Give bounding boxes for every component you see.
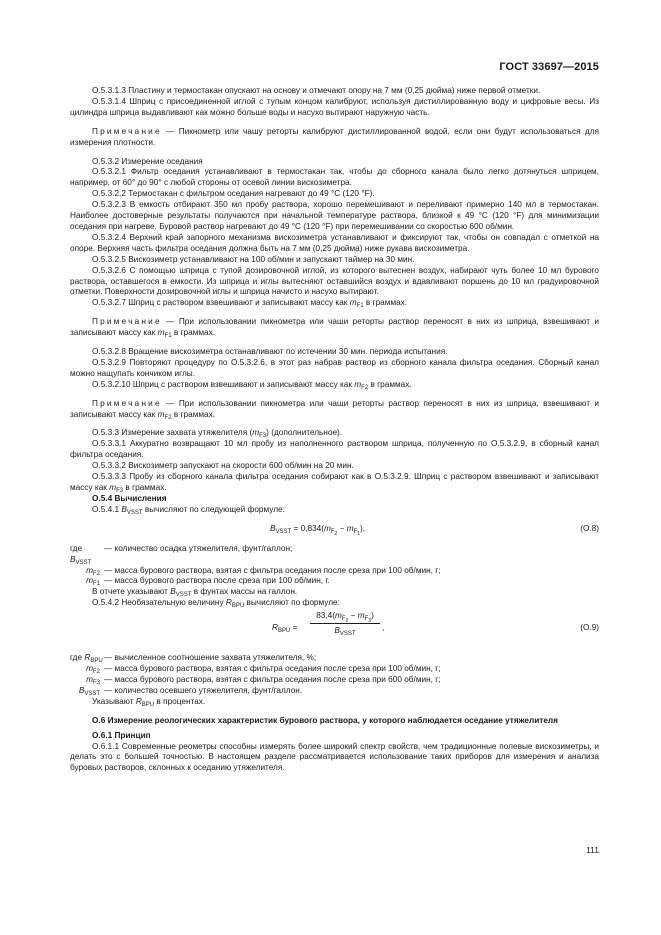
text: в граммах. <box>123 483 167 492</box>
note <box>70 399 599 421</box>
page-number: 111 <box>586 845 599 855</box>
symbol: B <box>170 587 176 597</box>
symbol: B <box>70 554 76 564</box>
text: О.5.3.2.10 Шприц с раствором взвешивают и записывают массу как <box>92 379 355 389</box>
paragraph: О.5.3.3.2 Вискозиметр запускают на скорости 600 об/мин на 20 мин. <box>92 461 354 471</box>
definition-text: — количество осевшего утяжелителя, фунт/галлон. <box>104 685 303 695</box>
subscript: 3 <box>368 618 372 625</box>
symbol: m <box>86 576 93 586</box>
note-text: — При использовании пикнометра или чаши реторты раствор переносят в них из шприца, взвешивают и записывают массу как <box>70 398 599 419</box>
text: Указывают <box>92 696 136 706</box>
symbol: m <box>252 428 260 438</box>
formula-number: (О.8) <box>580 523 599 533</box>
section-title: О.5.3.2 Измерение оседания <box>92 156 203 166</box>
symbol: m <box>157 328 165 338</box>
text: = 0,834( <box>291 523 324 533</box>
document-id-header: ГОСТ 33697—2015 <box>499 61 599 73</box>
symbol: B <box>270 523 276 533</box>
text: О.5.3.2.7 Шприц с раствором взвешивают и записывают массу как <box>92 298 350 308</box>
definition-symbol <box>70 544 104 566</box>
symbol: m <box>109 483 117 492</box>
definition-text: — масса бурового раствора, взятая с фильтра оседания после среза при 100 об/мин, г; <box>104 565 441 575</box>
text: вычисляют по следующей формуле: <box>142 504 285 514</box>
definition-symbol <box>70 653 104 664</box>
symbol: m <box>86 565 93 575</box>
section-heading: О.6.1 Принцип <box>92 730 151 740</box>
note <box>70 127 599 149</box>
note-label: Примечание <box>92 398 162 408</box>
subscript: 2 <box>334 530 338 537</box>
symbol: B <box>78 685 85 695</box>
subscript: VSST <box>339 631 356 638</box>
text: в граммах. <box>368 379 412 389</box>
definition-text: — масса бурового раствора, взятая с фильтра оседания после среза при 100 об/мин, г; <box>104 664 441 674</box>
paragraph: О.5.3.2.3 В емкость отбирают 350 мл пробу раствора, хорошо перемешивают и переливают примерно 140 мл в термостакан. Наиболее достоверные результаты получаются при начальной температуре раствора, близкой к 49 °С (120 °F) для минимизации оседания при нагреве. Буровой раствор нагревают до 49 °С (120 °F) при перемешивании со скоростью 600 об/мин. <box>70 200 599 231</box>
text: − <box>337 523 347 533</box>
note-label: Примечание <box>92 317 162 327</box>
section-heading: О.6 Измерение реологических характеристик бурового раствора, у которого наблюдается оседание утяжелителя <box>92 715 558 725</box>
paragraph: О.5.3.2.5 Вискозиметр устанавливают на 100 об/мин и запускают таймер на 30 мин. <box>92 254 415 264</box>
paragraph: О.5.3.2.1 Фильтр оседания устанавливают в термостакан так, чтобы до сборного канала было легко дотянуться шприцем, например, от 60° до 90° с любой стороны от осевой линии вискозиметра. <box>70 167 599 188</box>
subscript: F2 <box>92 669 100 676</box>
note-text: — При использовании пикнометра или чаши реторты раствор переносят в них из шприца, взвешивают и записывают массу как <box>70 317 599 338</box>
text: ), <box>360 523 366 533</box>
formula-o9 <box>70 611 599 649</box>
symbol: R <box>135 696 142 706</box>
definition-symbol <box>70 566 104 577</box>
subscript: VSST <box>84 690 100 697</box>
definition-row <box>70 576 599 587</box>
text: F <box>353 528 358 535</box>
fraction-denominator <box>310 624 380 637</box>
paragraph: О.5.3.1.4 Шприц с присоединенной иглой с тупым концом калибруют, используя дистиллированную воду и цифровые весы. Из цилиндра шприца выдавливают как можно больше воды и насухо вытирают наружную часть. <box>70 96 599 117</box>
paragraph <box>70 598 599 609</box>
subscript: F2 <box>361 384 369 391</box>
note-text: в граммах. <box>171 409 216 419</box>
note-text: — Пикнометр или чашу реторты калибруют дистиллированной водой, если они будут использоваться для измерения плотности. <box>70 126 599 147</box>
text: , <box>382 623 385 633</box>
symbol: m <box>86 674 93 684</box>
text: F <box>341 616 346 623</box>
section-heading: О.5.4 Вычисления <box>92 493 167 503</box>
text: О.5.4.2 Необязательную величину <box>92 598 226 608</box>
subscript: 2 <box>345 618 349 625</box>
subscript: F3 <box>116 488 124 494</box>
text: в граммах. <box>363 298 408 308</box>
text: − <box>348 611 358 621</box>
definition-row <box>70 675 599 686</box>
paragraph <box>70 472 599 494</box>
symbol: B <box>334 626 340 636</box>
subscript: F1 <box>92 581 100 588</box>
text: F <box>364 616 369 623</box>
subscript: 1 <box>357 530 361 537</box>
subscript: BPU <box>141 701 155 708</box>
note-label: Примечание <box>92 126 162 136</box>
subscript: F3 <box>92 679 100 686</box>
definition-row <box>70 566 599 577</box>
symbol: m <box>335 611 342 621</box>
subscript: F3 <box>259 433 267 440</box>
symbol: m <box>357 611 365 621</box>
paragraph: О.5.3.2.2 Термостакан с фильтром оседания нагревают до 49 °С (120 °F). <box>92 189 375 199</box>
symbol: m <box>157 409 165 419</box>
text: ) (дополнительное). <box>266 428 343 438</box>
note <box>70 317 599 339</box>
text: в процентах. <box>154 696 206 706</box>
paragraph: О.5.3.2.6 С помощью шприца с тупой дозировочной иглой, из которого вытеснен воздух, набирают чуть более 10 мл бурового раствора, оставшегося в емкости. Из шприца и иглы вытесняют оставшийся воздух и вдавливают поршень до 10 мл градуировочной отметки. Поверхности дозировочной иглы и шприца начисто и насухо вытирают. <box>70 265 599 297</box>
text: О.5.3.3.3 Пробу из сборного канала фильтра оседания собирают как в О.5.3.2.9. Шприц с раствором взвешивают и записывают массу как <box>70 472 599 492</box>
definition-row <box>70 544 599 566</box>
symbol: R <box>272 623 278 633</box>
symbol: B <box>121 504 127 514</box>
note-text: в граммах. <box>171 328 216 338</box>
formula-lhs <box>272 623 297 634</box>
definition-text: — масса бурового раствора после среза при 100 об/мин, г. <box>104 576 330 586</box>
subscript: BPU <box>277 628 291 635</box>
paragraph: О.5.3.3.1 Аккуратно возвращают 10 мл пробу из наполненного раствором шприца, полученную по О.5.3.2.9, в сборный канал фильтра оседания. <box>70 439 599 460</box>
formula-expression <box>270 524 365 535</box>
definition-symbol <box>70 675 104 686</box>
text: В отчете указывают <box>92 587 171 597</box>
paragraph <box>70 505 599 516</box>
definition-symbol <box>70 686 104 697</box>
subscript: BPU <box>231 603 245 610</box>
subscript: VSST <box>75 559 92 566</box>
symbol: m <box>86 664 93 674</box>
formula-number: (О.9) <box>580 623 599 633</box>
text: О.5.4.1 <box>92 504 122 514</box>
subscript: F2 <box>164 414 172 421</box>
document-body <box>70 86 599 774</box>
paragraph: О.5.3.2.4 Верхний край запорного механизма вискозиметра устанавливают и фиксируют так, чтобы он совпадал с отметкой на опоре. Верхняя часть фильтра оседания должна быть на 7 мм (0,25 дюйма) ниже рукава вискозиметра. <box>70 232 599 253</box>
text: F <box>330 528 335 535</box>
definition-text: — количество осадка утяжелителя, фунт/галлон; <box>104 543 293 553</box>
definitions-list <box>70 653 599 697</box>
subscript: F2 <box>92 570 100 577</box>
symbol: R <box>225 598 232 608</box>
definition-row <box>70 653 599 664</box>
paragraph <box>70 380 599 391</box>
symbol: m <box>323 523 331 533</box>
text: ) <box>371 611 374 621</box>
fraction-numerator <box>310 611 380 624</box>
subscript: F1 <box>356 303 364 310</box>
text: где <box>70 543 83 553</box>
section-title <box>70 428 599 439</box>
paragraph <box>70 298 599 309</box>
subscript: F1 <box>164 333 172 340</box>
subscript: VSST <box>126 509 143 516</box>
definition-row <box>70 664 599 675</box>
formula-o8 <box>70 520 599 540</box>
paragraph: О.5.3.2.9 Повторяют процедуру по О.5.3.2.6, в этот раз набрав раствор из сборного канала фильтра оседания. Сборный канал можно нащупать кончиком иглы. <box>70 357 599 378</box>
symbol: m <box>346 523 354 533</box>
definition-symbol <box>70 664 104 675</box>
symbol: m <box>354 379 362 389</box>
symbol: R <box>84 653 91 663</box>
text: где <box>70 653 85 663</box>
definition-text: — масса бурового раствора, взятая с фильтра оседания после среза при 600 об/мин, г; <box>104 674 441 684</box>
paragraph <box>70 587 599 598</box>
text: О.5.3.3 Измерение захвата утяжелителя ( <box>92 428 253 438</box>
text: = <box>290 623 298 633</box>
fraction <box>310 611 380 637</box>
definition-symbol <box>70 576 104 587</box>
text: вычисляют по формуле: <box>244 598 340 608</box>
text: 83,4( <box>316 611 335 621</box>
subscript: BPU <box>90 658 103 665</box>
definition-text: — вычисленное соотношение захвата утяжелителя, %; <box>104 653 317 663</box>
paragraph: О.5.3.2.8 Вращение вискозиметра останавливают по истечении 30 мин. периода испытания. <box>92 347 448 357</box>
subscript: VSST <box>275 528 292 535</box>
text: в фунтах массы на галлон. <box>191 587 298 597</box>
subscript: VSST <box>175 592 192 599</box>
symbol: m <box>349 298 357 308</box>
paragraph: О.5.3.1.3 Пластину и термостакан опускают на основу и отмечают опору на 7 мм (0,25 дюйма) ниже первой отметки. <box>92 86 541 95</box>
definitions-list <box>70 544 599 588</box>
definition-row <box>70 686 599 697</box>
paragraph: О.6.1.1 Современные реометры способны измерять более широкий спектр свойств, чем традиционные полевые вискозиметры, и делать это с большей точностью. В настоящем разделе рассматривается использование таких приборов для измерения и анализа буровых растворов, склонных к оседанию утяжелителя. <box>70 741 599 773</box>
paragraph <box>70 697 599 708</box>
